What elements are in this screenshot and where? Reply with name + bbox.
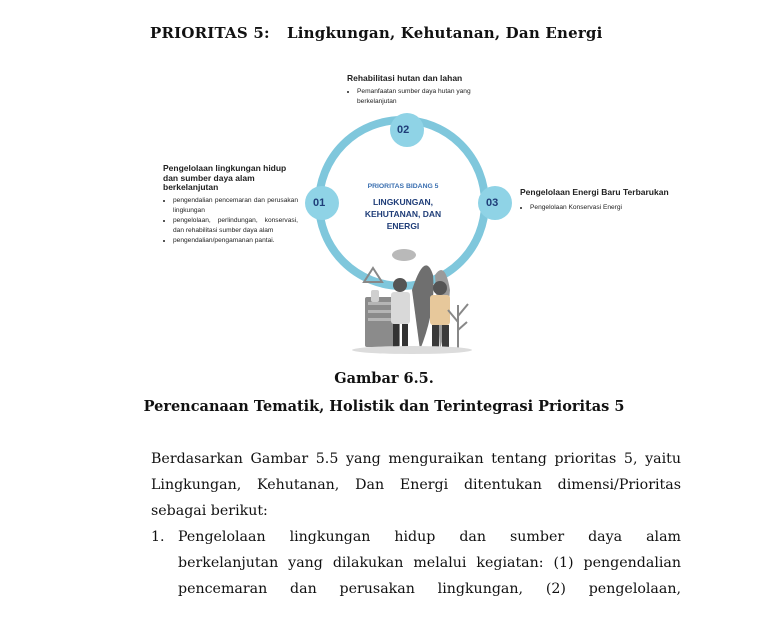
bullet-item: • pengelolaan, perlindungan, konservasi, dan rehabilitasi sumber daya alam [173, 216, 298, 236]
node-03-bullets [520, 203, 690, 213]
bullet-item: • pengendalian pencemaran dan perusakan lingkungan [173, 196, 298, 216]
priority-diagram [150, 60, 690, 360]
node-03-text [520, 187, 690, 213]
center-title-line: LINGKUNGAN, [373, 197, 433, 207]
node-02-title: Rehabilitasi hutan dan lahan [347, 73, 463, 83]
center-title-line: KEHUTANAN, DAN [364, 209, 442, 219]
node-01-title-line: Pengelolaan lingkungan hidup [163, 163, 287, 173]
node-03-title: Pengelolaan Energi Baru Terbarukan [520, 187, 669, 197]
caption-title: Perencanaan Tematik, Holistik dan Terintegrasi Prioritas 5 [143, 398, 625, 415]
caption-figure-number: Gambar 6.5. [334, 370, 434, 387]
list-number: 1. [151, 529, 165, 545]
center-title-line: ENERGI [386, 221, 420, 231]
body-paragraph: Berdasarkan Gambar 5.5 yang menguraikan tentang prioritas 5, yaitu Lingkungan, Kehutanan, Dan Energi ditentukan dimensi/Prioritas sebagai berikut: [151, 451, 681, 519]
node-02-text [347, 73, 547, 107]
node-02-bullets [347, 87, 497, 107]
node-01-text [163, 164, 298, 246]
node-01-bullets [163, 196, 298, 246]
list-item-line: berkelanjutan yang dilakukan melalui kegiatan: (1) pengendalian [178, 555, 681, 571]
list-item-line: pencemaran dan perusakan lingkungan, (2) pengelolaan, [178, 581, 681, 597]
node-01-title [163, 164, 298, 193]
priority-heading [150, 24, 603, 42]
node-03-number: 03 [486, 197, 499, 209]
bullet-item: • Pemanfaatan sumber daya hutan yang berkelanjutan [357, 87, 497, 107]
bullet-item: • Pengelolaan Konservasi Energi [530, 203, 690, 213]
center-title [343, 196, 463, 232]
node-01-number: 01 [313, 197, 326, 209]
list-item-text [178, 524, 681, 602]
node-01-title-line: berkelanjutan [163, 182, 219, 192]
center-label: PRIORITAS BIDANG 5 [367, 183, 439, 190]
bullet-item: • pengendalian/pengamanan pantai. [173, 236, 298, 246]
heading-label: PRIORITAS 5: [150, 24, 270, 42]
node-01-title-line: dan sumber daya alam [163, 172, 255, 183]
list-item-line: Pengelolaan lingkungan hidup dan sumber daya alam [178, 529, 681, 545]
node-02-number: 02 [397, 124, 410, 136]
list-item [151, 524, 681, 602]
heading-title: Lingkungan, Kehutanan, Dan Energi [287, 24, 603, 42]
